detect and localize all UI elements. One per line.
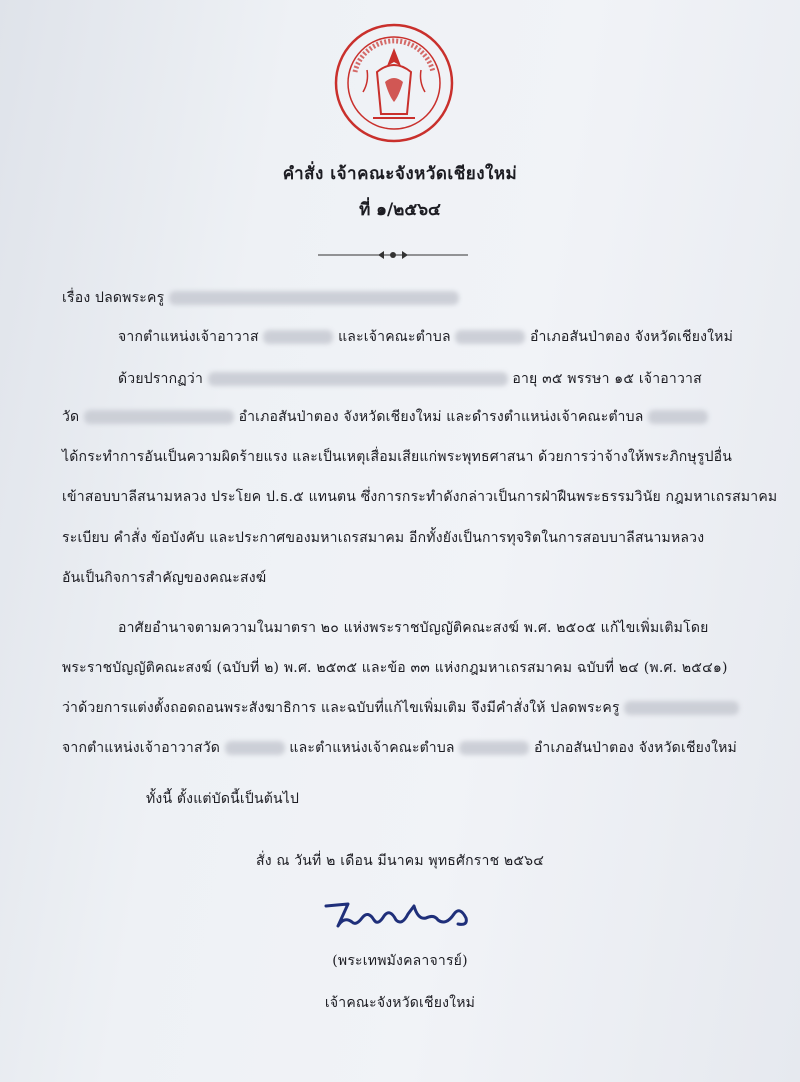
order-date: สั่ง ณ วันที่ ๒ เดือน มีนาคม พุทธศักราช ๒๕๖๔ <box>255 853 545 869</box>
document-title: คำสั่ง เจ้าคณะจังหวัดเชียงใหม่ <box>282 164 518 184</box>
redacted-subdistrict <box>459 741 529 755</box>
subject-label: เรื่อง ปลดพระครู <box>62 290 165 306</box>
text-segment: และตำแหน่งเจ้าคณะตำบล <box>289 740 455 756</box>
paragraph-line: ระเบียบ คำสั่ง ข้อบังคับ และประกาศของมหาเถรสมาคม อีกทั้งยังเป็นการทุจริตในการสอบบาลีสนามหลวง <box>62 530 705 546</box>
redacted-name <box>208 372 508 386</box>
redacted-temple <box>263 330 333 344</box>
text-segment: และเจ้าคณะตำบล <box>338 329 451 345</box>
signatory-name: (พระเทพมังคลาจารย์) <box>332 953 468 969</box>
paragraph-line <box>118 368 702 390</box>
official-seal-icon <box>333 22 455 144</box>
text-segment: ด้วยปรากฏว่า <box>118 371 204 387</box>
paragraph-line: อาศัยอำนาจตามความในมาตรา ๒๐ แห่งพระราชบัญญัติคณะสงฆ์ พ.ศ. ๒๕๐๕ แก้ไขเพิ่มเติมโดย <box>118 620 709 636</box>
paragraph-line <box>118 326 733 348</box>
signatory-position: เจ้าคณะจังหวัดเชียงใหม่ <box>324 995 476 1011</box>
redacted-temple <box>84 410 234 424</box>
text-segment: อำเภอสันป่าตอง จังหวัดเชียงใหม่ และดำรงตำแหน่งเจ้าคณะตำบล <box>238 409 644 425</box>
paragraph-line <box>62 737 737 759</box>
text-segment: จากตำแหน่งเจ้าอาวาสวัด <box>62 740 221 756</box>
paragraph-line <box>62 406 708 428</box>
redacted-subdistrict <box>455 330 525 344</box>
paragraph-line: พระราชบัญญัติคณะสงฆ์ (ฉบับที่ ๒) พ.ศ. ๒๕๓๕ และข้อ ๓๓ แห่งกฎมหาเถรสมาคม ฉบับที่ ๒๔ (พ.ศ. ๒๕๔๑) <box>62 660 728 676</box>
text-segment: ว่าด้วยการแต่งตั้งถอดถอนพระสังฆาธิการ และฉบับที่แก้ไขเพิ่มเติม จึงมีคำสั่งให้ ปลดพระครู <box>62 700 620 716</box>
paragraph-line: ทั้งนี้ ตั้งแต่บัดนี้เป็นต้นไป <box>146 791 300 807</box>
text-segment: อายุ ๓๕ พรรษา ๑๕ เจ้าอาวาส <box>512 371 702 387</box>
redacted-name <box>624 701 739 715</box>
text-segment: วัด <box>62 409 80 425</box>
subject-line <box>62 287 459 309</box>
paragraph-line <box>62 697 739 719</box>
text-segment: อำเภอสันป่าตอง จังหวัดเชียงใหม่ <box>534 740 737 756</box>
handwritten-signature <box>318 896 478 936</box>
ornament-divider-icon <box>318 248 468 262</box>
document-number: ที่ ๑/๒๕๖๔ <box>359 200 441 220</box>
redacted-subdistrict <box>648 410 708 424</box>
redacted-name <box>169 291 459 305</box>
redacted-temple <box>225 741 285 755</box>
paragraph-line: เข้าสอบบาลีสนามหลวง ประโยค ป.ธ.๕ แทนตน ซึ่งการกระทำดังกล่าวเป็นการฝ่าฝืนพระธรรมวินัย กฎมหาเถรสมาคม <box>62 489 778 505</box>
paragraph-line: อันเป็นกิจการสำคัญของคณะสงฆ์ <box>62 570 267 586</box>
text-segment: จากตำแหน่งเจ้าอาวาส <box>118 329 259 345</box>
paragraph-line: ได้กระทำการอันเป็นความผิดร้ายแรง และเป็นเหตุเสื่อมเสียแก่พระพุทธศาสนา ด้วยการว่าจ้างให้พระภิกษุรูปอื่น <box>62 449 733 465</box>
text-segment: อำเภอสันป่าตอง จังหวัดเชียงใหม่ <box>530 329 734 345</box>
